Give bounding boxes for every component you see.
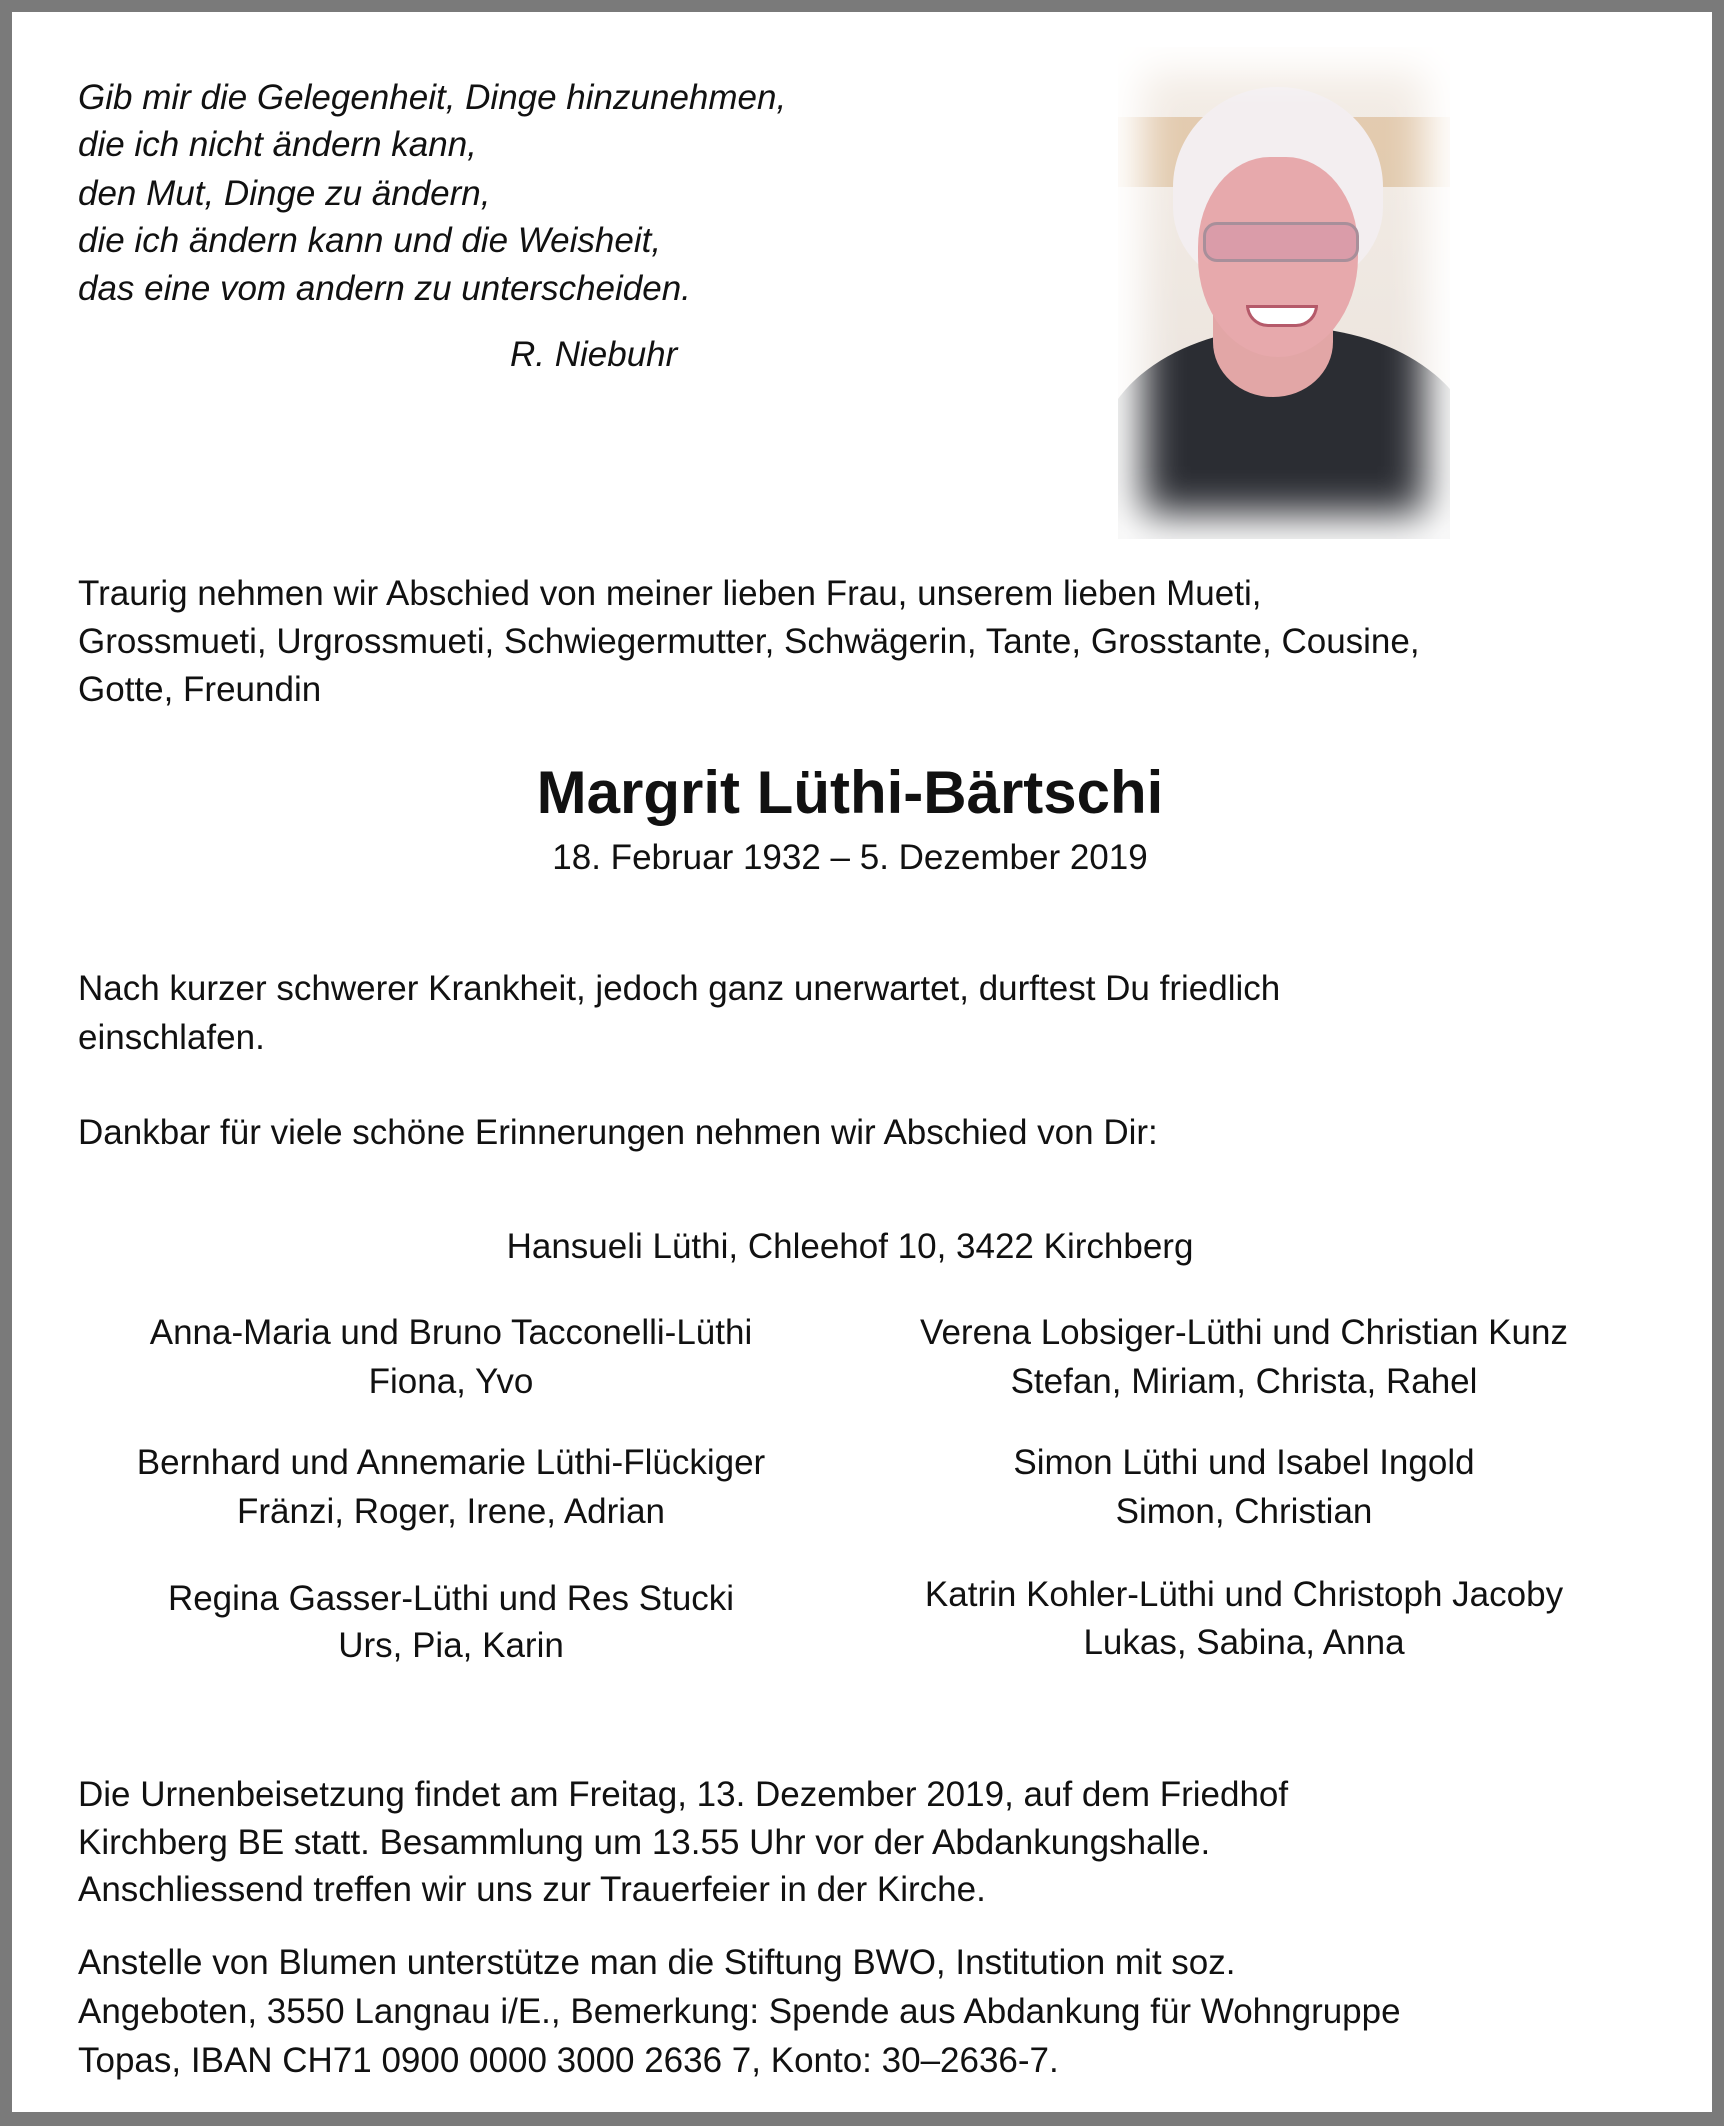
main-mourner: Hansueli Lüthi, Chleehof 10, 3422 Kirchberg <box>506 1227 1194 1266</box>
thanks-line: Dankbar für viele schöne Erinnerungen nehmen wir Abschied von Dir: <box>78 1113 1158 1152</box>
poem-line: die ich nicht ändern kann, <box>78 125 477 164</box>
family-names: Simon Lüthi und Isabel Ingold <box>1013 1443 1475 1482</box>
poem-line: den Mut, Dinge zu ändern, <box>78 174 491 213</box>
donation-line: Anstelle von Blumen unterstütze man die Stiftung BWO, Institution mit soz. <box>78 1943 1236 1982</box>
poem-line: Gib mir die Gelegenheit, Dinge hinzunehmen, <box>78 78 787 117</box>
donation-line: Angeboten, 3550 Langnau i/E., Bemerkung: Spende aus Abdankung für Wohngruppe <box>78 1992 1401 2031</box>
deceased-name: Margrit Lüthi-Bärtschi <box>536 759 1164 826</box>
message-line: Nach kurzer schwerer Krankheit, jedoch ganz unerwartet, durftest Du friedlich <box>78 969 1281 1008</box>
family-children: Fiona, Yvo <box>368 1362 534 1401</box>
family-names: Regina Gasser-Lüthi und Res Stucki <box>167 1579 735 1618</box>
family-children: Urs, Pia, Karin <box>338 1626 564 1665</box>
portrait-photo <box>1118 47 1450 539</box>
poem-line: das eine vom andern zu unterscheiden. <box>78 269 691 308</box>
ceremony-line: Anschliessend treffen wir uns zur Trauerfeier in der Kirche. <box>78 1870 986 1909</box>
family-names: Verena Lobsiger-Lüthi und Christian Kunz <box>920 1313 1568 1352</box>
poem-author: R. Niebuhr <box>510 335 678 374</box>
family-names: Katrin Kohler-Lüthi und Christoph Jacoby <box>924 1575 1564 1614</box>
intro-line: Gotte, Freundin <box>78 670 322 709</box>
ceremony-line: Die Urnenbeisetzung findet am Freitag, 13. Dezember 2019, auf dem Friedhof <box>78 1775 1289 1814</box>
poem-line: die ich ändern kann und die Weisheit, <box>78 221 662 260</box>
intro-line: Grossmueti, Urgrossmueti, Schwiegermutter, Schwägerin, Tante, Grosstante, Cousine, <box>78 622 1420 661</box>
message-line: einschlafen. <box>78 1018 265 1057</box>
ceremony-line: Kirchberg BE statt. Besammlung um 13.55 Uhr vor der Abdankungshalle. <box>78 1823 1211 1862</box>
donation-line: Topas, IBAN CH71 0900 0000 3000 2636 7, Konto: 30–2636-7. <box>78 2041 1059 2080</box>
intro-line: Traurig nehmen wir Abschied von meiner lieben Frau, unserem lieben Mueti, <box>78 574 1262 613</box>
family-children: Stefan, Miriam, Christa, Rahel <box>1010 1362 1478 1401</box>
family-children: Lukas, Sabina, Anna <box>1083 1623 1405 1662</box>
family-children: Simon, Christian <box>1115 1492 1373 1531</box>
life-dates: 18. Februar 1932 – 5. Dezember 2019 <box>552 838 1148 877</box>
obituary-page <box>12 12 1712 2112</box>
family-names: Anna-Maria und Bruno Tacconelli-Lüthi <box>149 1313 753 1352</box>
family-names: Bernhard und Annemarie Lüthi-Flückiger <box>136 1443 766 1482</box>
family-children: Fränzi, Roger, Irene, Adrian <box>237 1492 665 1531</box>
